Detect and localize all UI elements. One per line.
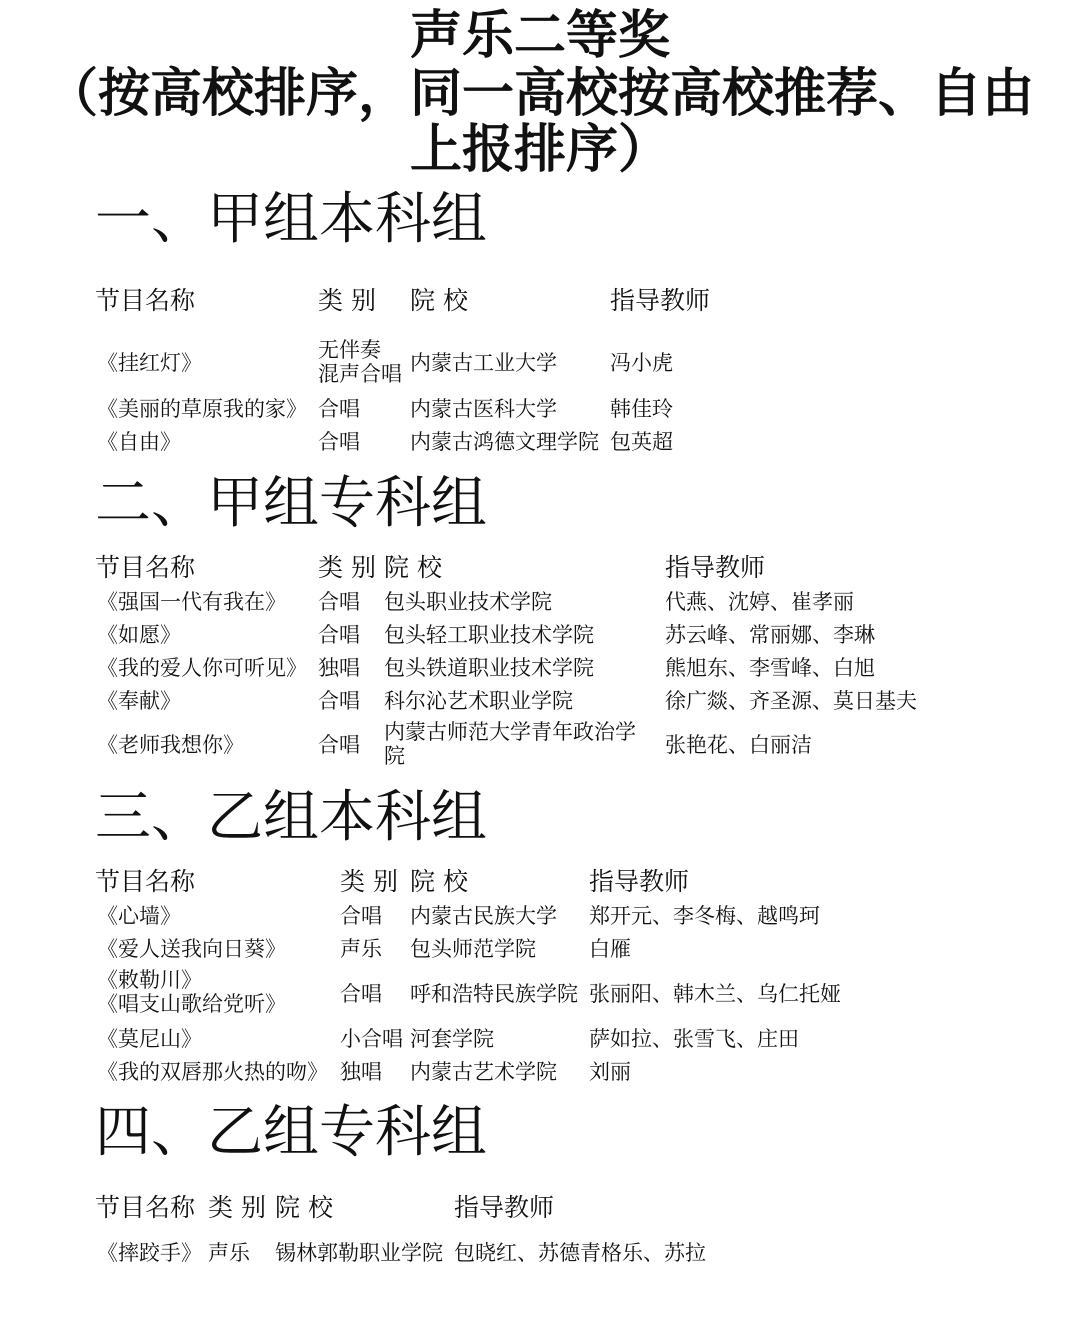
table-cell-category: 独唱: [340, 1060, 382, 1084]
table-cell-school: 内蒙古工业大学: [410, 351, 557, 375]
table-cell-school: 内蒙古民族大学: [410, 904, 557, 928]
table-cell-teacher: 苏云峰、常丽娜、李琳: [665, 623, 875, 647]
table-cell-program: 《自由》: [97, 430, 181, 454]
table-cell-teacher: 萨如拉、张雪飞、庄田: [589, 1027, 799, 1051]
column-header-program: 节目名称: [95, 553, 196, 582]
table-cell-school: 包头铁道职业技术学院: [384, 656, 594, 680]
table-cell-program: 《老师我想你》: [97, 733, 244, 757]
table-cell-category: 合唱: [340, 904, 382, 928]
table-cell-school: 包头职业技术学院: [384, 590, 552, 614]
column-header-program: 节目名称: [95, 1193, 196, 1222]
page-title: 声乐二等奖: [409, 6, 670, 66]
column-header-category: 类 别: [340, 867, 398, 896]
section-heading: 二、甲组专科组: [95, 471, 487, 536]
table-cell-school: 内蒙古鸿德文理学院: [410, 430, 599, 454]
table-cell-school: 内蒙古艺术学院: [410, 1060, 557, 1084]
table-cell-teacher: 徐广燚、齐圣源、莫日基夫: [665, 689, 917, 713]
column-header-teacher: 指导教师: [610, 286, 711, 315]
column-header-teacher: 指导教师: [589, 867, 690, 896]
page-subtitle-line2: 上报排序）: [409, 120, 670, 180]
table-cell-school: 科尔沁艺术职业学院: [384, 689, 573, 713]
table-cell-teacher: 张艳花、白丽洁: [665, 733, 812, 757]
table-cell-program: 《我的爱人你可听见》: [97, 656, 307, 680]
table-cell-category: 小合唱: [340, 1027, 403, 1051]
table-cell-school: 呼和浩特民族学院: [410, 982, 578, 1006]
table-cell-category: 声乐: [340, 937, 382, 961]
table-cell-program: 《摔跤手》: [97, 1241, 202, 1265]
table-cell-program: 《如愿》: [97, 623, 181, 647]
table-cell-teacher: 代燕、沈婷、崔孝丽: [665, 590, 854, 614]
column-header-program: 节目名称: [95, 867, 196, 896]
table-cell-category: 合唱: [340, 982, 382, 1006]
column-header-program: 节目名称: [95, 286, 196, 315]
column-header-school: 院 校: [410, 286, 468, 315]
table-cell-program: 《奉献》: [97, 689, 181, 713]
column-header-teacher: 指导教师: [454, 1193, 555, 1222]
table-cell-program: 《我的双唇那火热的吻》: [97, 1060, 328, 1084]
table-cell-program: 《挂红灯》: [97, 351, 202, 375]
table-cell-school: 内蒙古医科大学: [410, 397, 557, 421]
table-cell-teacher: 刘丽: [589, 1060, 631, 1084]
table-cell-category: 合唱: [318, 689, 360, 713]
table-cell-category: 合唱: [318, 430, 360, 454]
table-cell-teacher: 韩佳玲: [610, 397, 673, 421]
table-cell-school: 河套学院: [410, 1027, 494, 1051]
table-cell-program: 《莫尼山》: [97, 1027, 202, 1051]
table-cell-program: 《心墙》: [97, 904, 181, 928]
table-cell-category: 独唱: [318, 656, 360, 680]
column-header-school: 院 校: [275, 1193, 333, 1222]
table-cell-category: 合唱: [318, 397, 360, 421]
table-cell-category: 无伴奏 混声合唱: [318, 338, 402, 386]
table-cell-school: 内蒙古师范大学青年政治学 院: [384, 720, 636, 768]
column-header-category: 类 别: [318, 286, 376, 315]
table-cell-category: 合唱: [318, 623, 360, 647]
table-cell-school: 包头师范学院: [410, 937, 536, 961]
table-cell-teacher: 冯小虎: [610, 351, 673, 375]
table-cell-teacher: 张丽阳、韩木兰、乌仁托娅: [589, 982, 841, 1006]
table-cell-teacher: 白雁: [589, 937, 631, 961]
table-cell-school: 包头轻工职业技术学院: [384, 623, 594, 647]
table-cell-category: 声乐: [208, 1241, 250, 1265]
section-heading: 四、乙组专科组: [95, 1100, 487, 1165]
table-cell-teacher: 包晓红、苏德青格乐、苏拉: [454, 1241, 706, 1265]
table-cell-program: 《敕勒川》 《唱支山歌给党听》: [97, 968, 286, 1016]
page-subtitle-line1: （按高校排序，同一高校按高校推荐、自由: [45, 64, 1034, 124]
table-cell-program: 《美丽的草原我的家》: [97, 397, 307, 421]
section-heading: 一、甲组本科组: [95, 187, 487, 252]
column-header-school: 院 校: [410, 867, 468, 896]
column-header-teacher: 指导教师: [665, 553, 766, 582]
table-cell-teacher: 熊旭东、李雪峰、白旭: [665, 656, 875, 680]
table-cell-teacher: 包英超: [610, 430, 673, 454]
table-cell-teacher: 郑开元、李冬梅、越鸣珂: [589, 904, 820, 928]
table-cell-category: 合唱: [318, 733, 360, 757]
table-cell-category: 合唱: [318, 590, 360, 614]
section-heading: 三、乙组本科组: [95, 785, 487, 850]
table-cell-program: 《爱人送我向日葵》: [97, 937, 286, 961]
column-header-school: 院 校: [384, 553, 442, 582]
table-cell-school: 锡林郭勒职业学院: [275, 1241, 443, 1265]
table-cell-program: 《强国一代有我在》: [97, 590, 286, 614]
column-header-category: 类 别: [318, 553, 376, 582]
column-header-category: 类 别: [208, 1193, 266, 1222]
